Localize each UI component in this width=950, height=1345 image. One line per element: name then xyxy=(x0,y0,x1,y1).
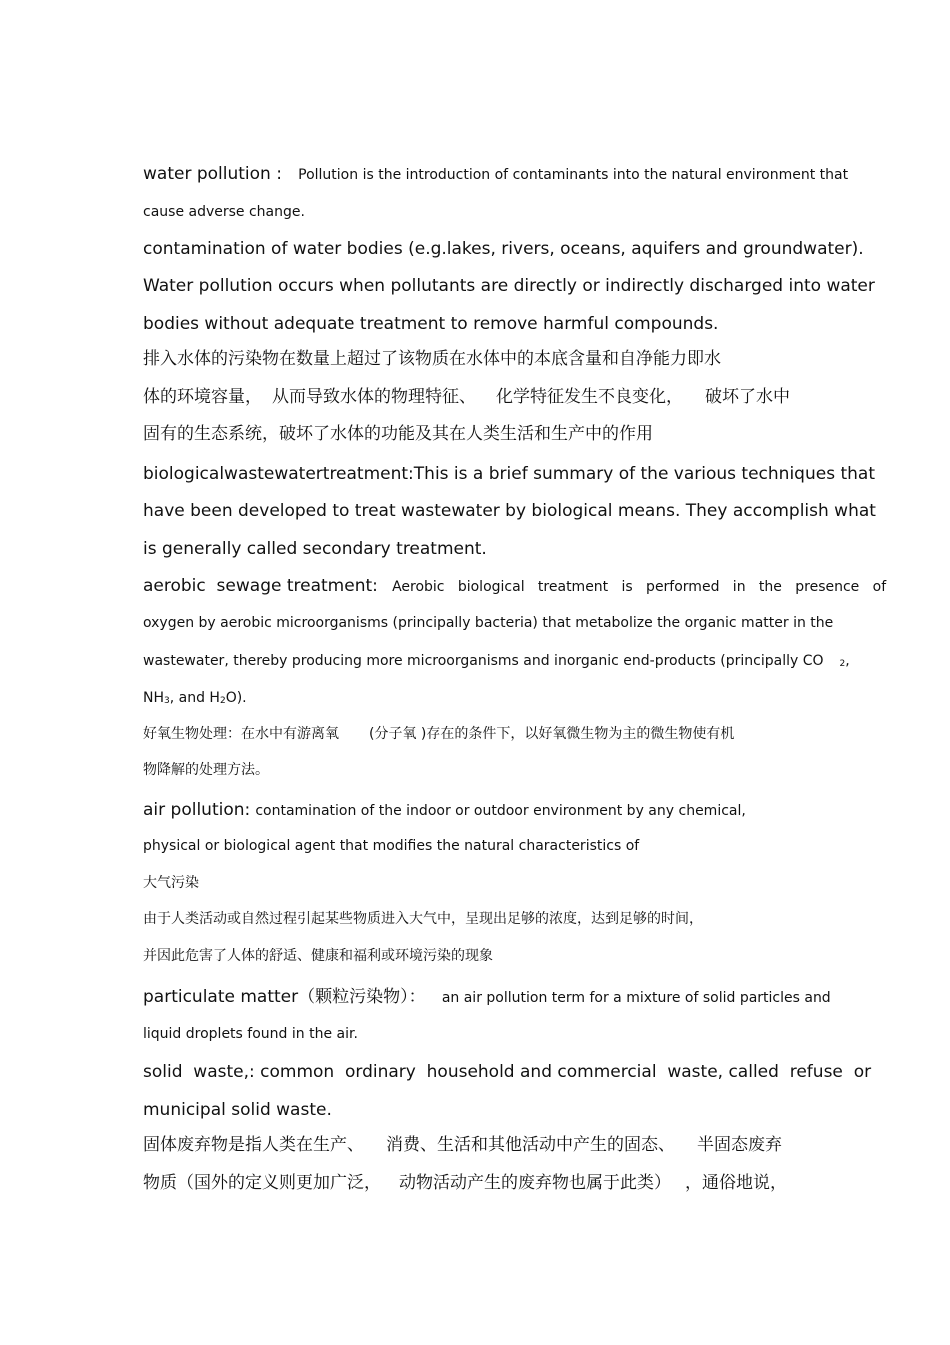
air-pollution-line-1 xyxy=(143,802,746,819)
aerobic-definition: Aerobic biological treatment is performed in the presence of xyxy=(392,579,887,595)
water-pollution-term: water pollution : xyxy=(143,164,282,184)
solid-waste-zh-segment: 固体废弃物是指人类在生产、 xyxy=(143,1135,364,1155)
water-pollution-line-4: Water pollution occurs when pollutants are directly or indirectly discharged into water xyxy=(143,276,875,296)
biological-treatment-line-3: is generally called secondary treatment. xyxy=(143,539,487,559)
water-pollution-line-2: cause adverse change. xyxy=(143,204,305,220)
aerobic-line-3-text: wastewater, thereby producing more microorganisms and inorganic end-products (principally CO xyxy=(143,653,824,669)
aerobic-line-2: oxygen by aerobic microorganisms (principally bacteria) that metabolize the organic matter in the xyxy=(143,615,834,631)
particulate-line-2: liquid droplets found in the air. xyxy=(143,1026,358,1042)
water-pollution-zh-segment: 破坏了水中 xyxy=(705,387,790,407)
solid-waste-zh-line-2 xyxy=(143,1175,787,1192)
air-pollution-zh-line-1: 由于人类活动或自然过程引起某些物质进入大气中，呈现出足够的浓度，达到足够的时间， xyxy=(143,911,703,927)
particulate-term: particulate matter（颗粒污染物）： xyxy=(143,987,426,1007)
aerobic-line-4 xyxy=(143,691,247,706)
co2-subscript: 2 xyxy=(839,659,846,669)
water-pollution-zh-segment: 化学特征发生不良变化， xyxy=(496,387,683,407)
solid-waste-line-2: municipal solid waste. xyxy=(143,1100,332,1120)
solid-waste-zh-segment: 动物活动产生的废弃物也属于此类） xyxy=(399,1173,671,1193)
aerobic-zh-segment: (分子氧 )存在的条件下，以好氧微生物为主的微生物使有机 xyxy=(369,726,735,742)
h2o-subscript: 2 xyxy=(219,696,226,706)
and-h-text: , and H xyxy=(169,690,220,706)
o-text: O). xyxy=(225,690,247,706)
aerobic-line-3-comma: , xyxy=(845,653,850,669)
nh3-subscript: 3 xyxy=(164,696,170,706)
water-pollution-definition: Pollution is the introduction of contaminants into the natural environment that xyxy=(298,167,849,183)
particulate-definition: an air pollution term for a mixture of solid particles and xyxy=(441,990,831,1006)
solid-waste-line-1: solid waste,: common ordinary household and commercial waste, called refuse or xyxy=(143,1062,872,1082)
biological-treatment-line-2: have been developed to treat wastewater by biological means. They accomplish what xyxy=(143,501,876,521)
air-pollution-zh-line-2: 并因此危害了人体的舒适、健康和福利或环境污染的现象 xyxy=(143,948,493,964)
particulate-line-1 xyxy=(143,989,831,1006)
water-pollution-zh-segment: 体的环境容量， xyxy=(143,387,262,407)
water-pollution-line-1 xyxy=(143,166,848,183)
solid-waste-zh-segment: 消费、生活和其他活动中产生的固态、 xyxy=(386,1135,675,1155)
aerobic-term: aerobic sewage treatment: xyxy=(143,576,378,596)
water-pollution-zh-segment: 从而导致水体的物理特征、 xyxy=(272,387,476,407)
nh3-text: NH xyxy=(143,690,164,706)
water-pollution-line-5: bodies without adequate treatment to remove harmful compounds. xyxy=(143,314,719,334)
aerobic-zh-segment: 好氧生物处理：在水中有游离氧 xyxy=(143,726,339,742)
water-pollution-zh-line-1: 排入水体的污染物在数量上超过了该物质在水体中的本底含量和自净能力即水 xyxy=(143,349,721,369)
water-pollution-zh-line-3: 固有的生态系统，破坏了水体的功能及其在人类生活和生产中的作用 xyxy=(143,424,653,444)
solid-waste-zh-segment: 物质（国外的定义则更加广泛， xyxy=(143,1173,381,1193)
air-pollution-zh-term: 大气污染 xyxy=(143,875,199,891)
air-pollution-definition: contamination of the indoor or outdoor environment by any chemical, xyxy=(255,803,746,819)
aerobic-line-1 xyxy=(143,578,886,595)
solid-waste-zh-segment: 半固态废弃 xyxy=(697,1135,782,1155)
water-pollution-line-3: contamination of water bodies (e.g.lakes, rivers, oceans, aquifers and groundwater). xyxy=(143,239,864,259)
biological-treatment-line-1: biologicalwastewatertreatment:This is a brief summary of the various techniques that xyxy=(143,464,875,484)
aerobic-zh-line-2: 物降解的处理方法。 xyxy=(143,762,269,778)
water-pollution-zh-line-2 xyxy=(143,389,790,406)
aerobic-line-3 xyxy=(143,654,850,669)
solid-waste-zh-line-1 xyxy=(143,1137,782,1154)
air-pollution-term: air pollution: xyxy=(143,800,251,820)
air-pollution-line-2: physical or biological agent that modifies the natural characteristics of xyxy=(143,838,640,854)
solid-waste-zh-segment: ，通俗地说， xyxy=(685,1173,787,1193)
aerobic-zh-line-1 xyxy=(143,727,734,741)
